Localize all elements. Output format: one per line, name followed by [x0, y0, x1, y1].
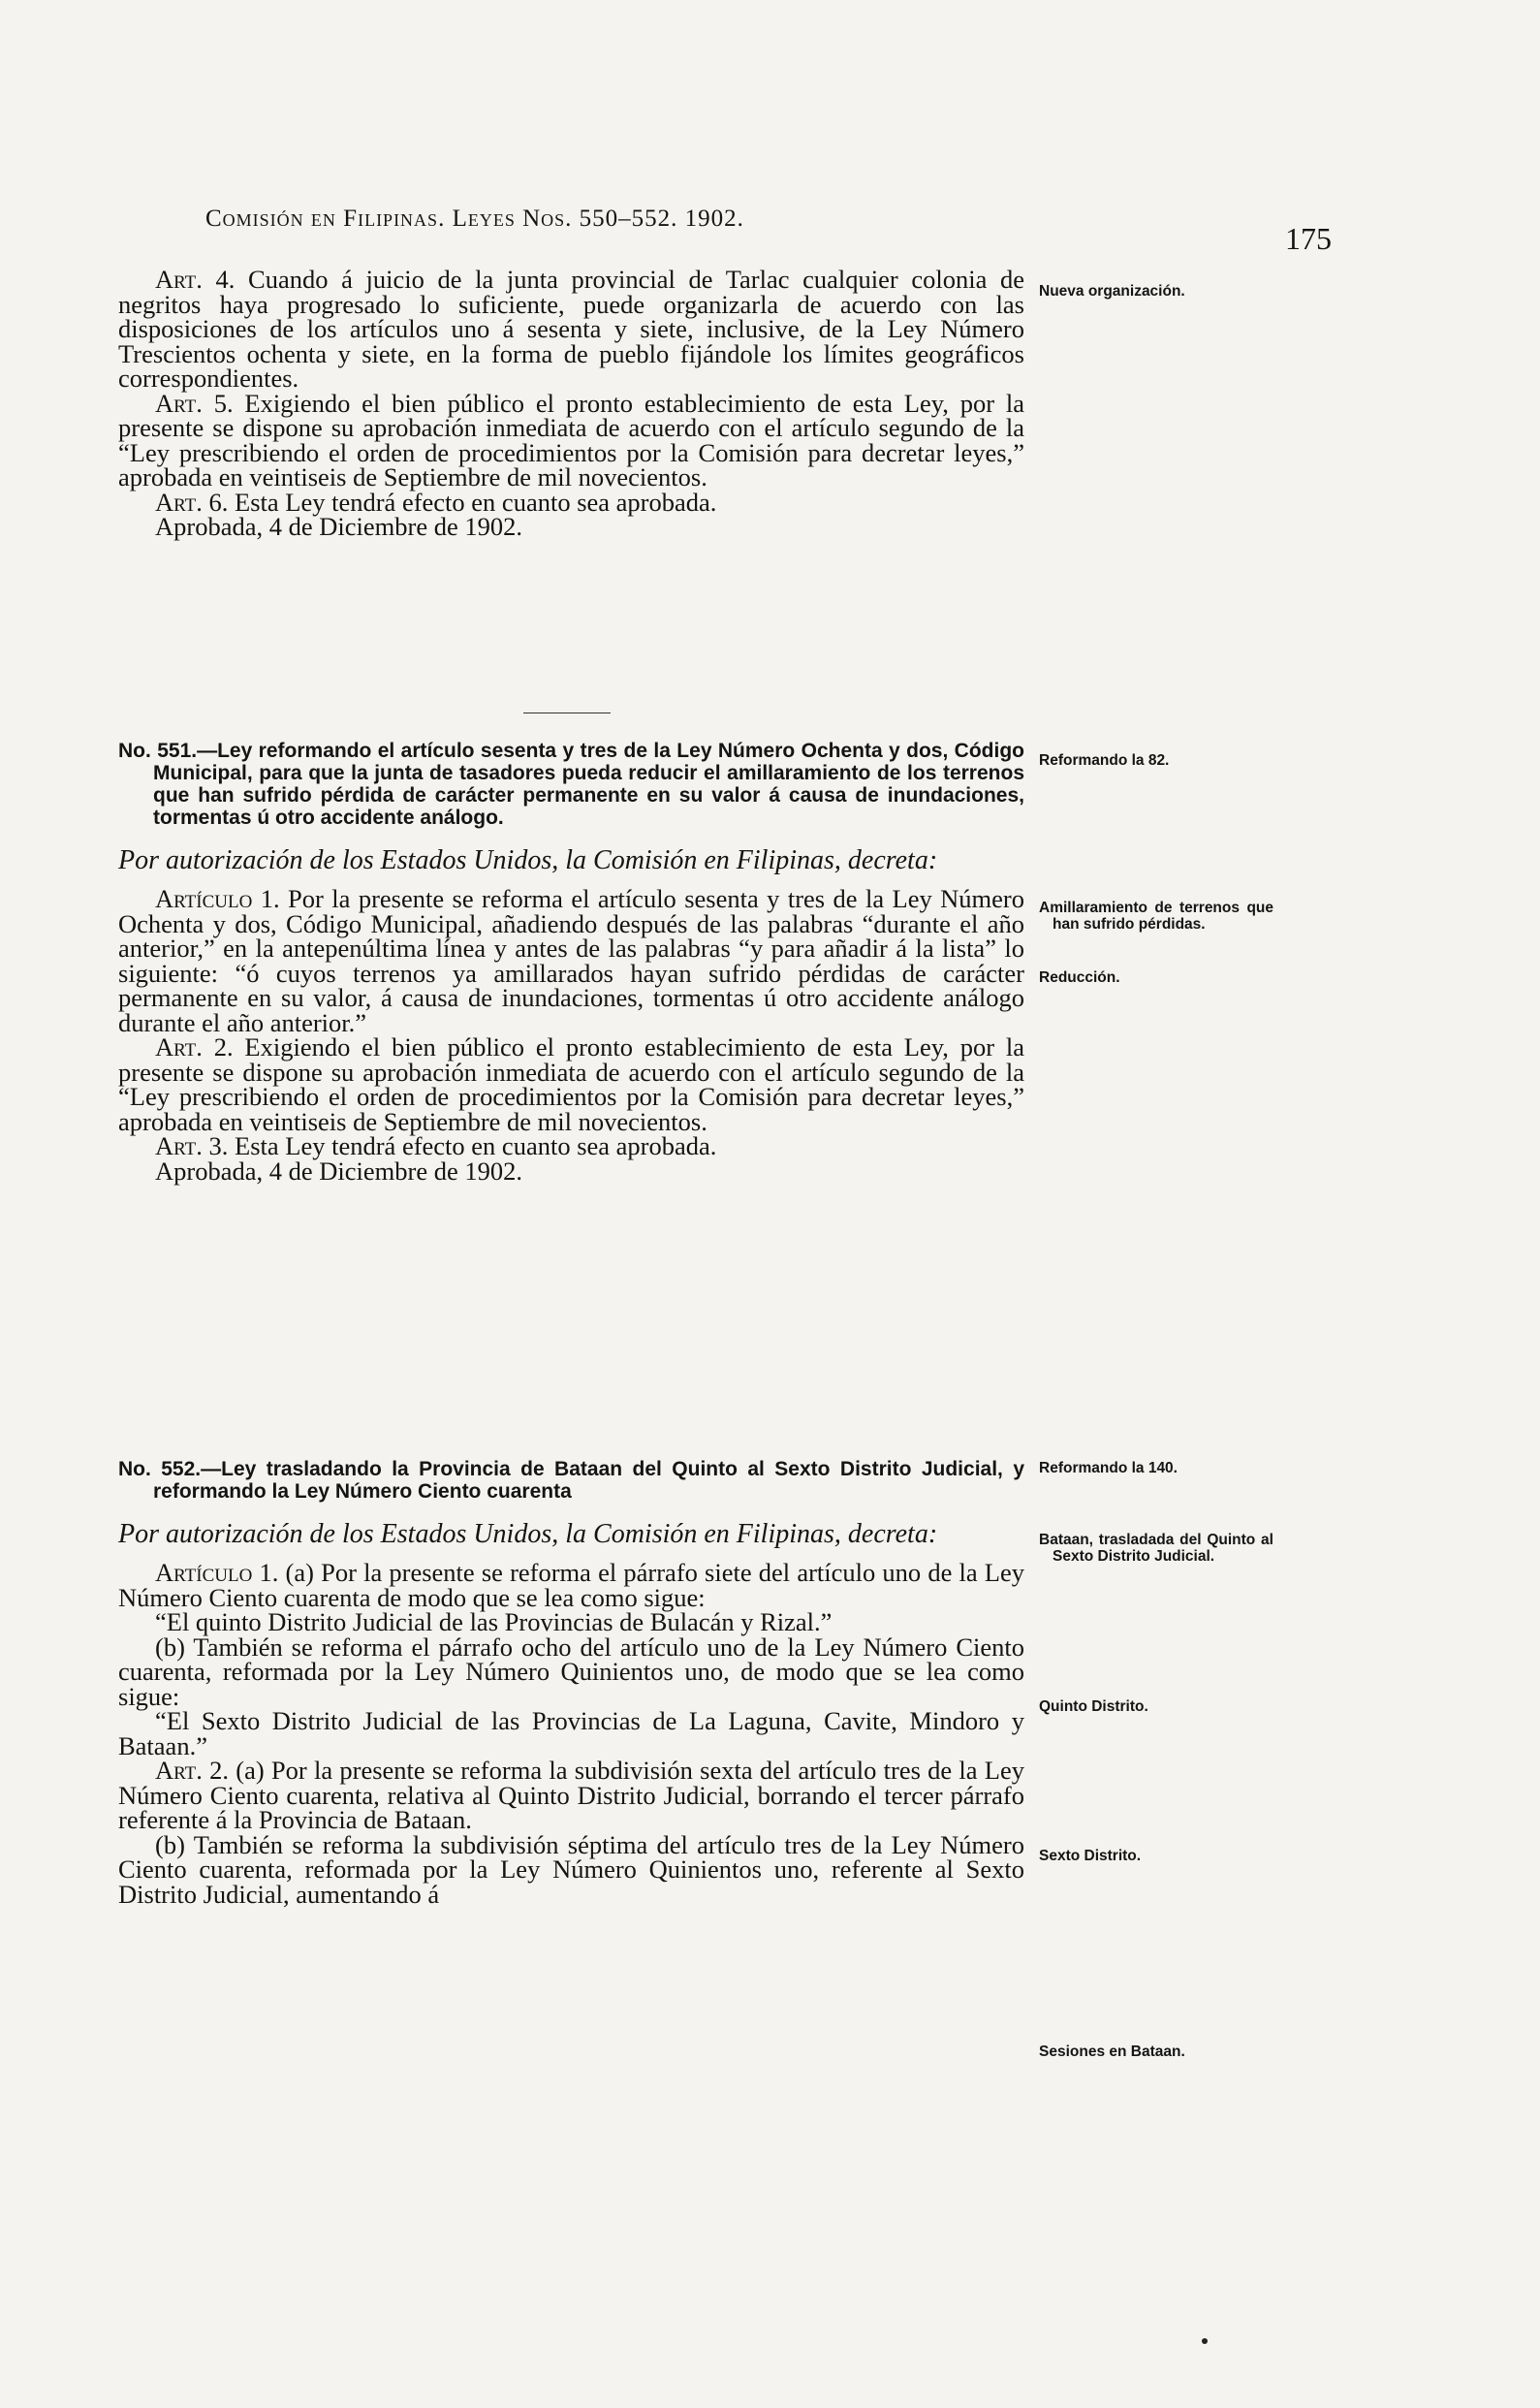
approval-date: Aprobada, 4 de Diciembre de 1902. [155, 512, 522, 541]
law-551-article-3: Art. 3. Esta Ley tendrá efecto en cuanto sea aprobada. [155, 1131, 717, 1160]
law-551-article-2: Art. 2. Exigiendo el bien público el pronto establecimiento de esta Ley, por la presente se dispone su aprobación inmediata de acuerdo con el artículo segundo de la “Ley prescribiendo el orden de procedimientos por la Comisión para decretar leyes,” aprobada en veintiseis de Septiembre de mil novecientos. [118, 1032, 1024, 1136]
margin-note-bataan-trasladada: Bataan, trasladada del Quinto al Sexto Distrito Judicial. [1039, 1532, 1273, 1565]
law-552-quote-1: “El quinto Distrito Judicial de las Provincias de Bulacán y Rizal.” [155, 1607, 833, 1636]
margin-note-nueva-organizacion: Nueva organización. [1039, 283, 1185, 300]
law-552 [118, 1458, 1024, 1907]
law-551 [118, 740, 1024, 1184]
law-551-approval-date: Aprobada, 4 de Diciembre de 1902. [155, 1156, 522, 1186]
article-5: Art. 5. Exigiendo el bien público el pronto establecimiento de esta Ley, por la presente se dispone su aprobación inmediata de acuerdo con el artículo segundo de la “Ley prescribiendo el orden de procedimientos por la Comisión para decretar leyes,” aprobada en veintiseis de Septiembre de mil novecientos. [118, 388, 1024, 491]
margin-note-reformando-82: Reformando la 82. [1039, 752, 1170, 769]
law-552-quote-2: “El Sexto Distrito Judicial de las Provincias de La Laguna, Cavite, Mindoro y Bataan.” [118, 1706, 1024, 1760]
page-number: 175 [1285, 221, 1332, 256]
law-552-article-2b: (b) También se reforma la subdivisión séptima del artículo tres de la Ley Número Ciento cuarenta, reformada por la Ley Número Quinientos uno, referente al Sexto Distrito Judicial, aumentando á [118, 1829, 1024, 1909]
margin-note-reduccion: Reducción. [1039, 969, 1120, 986]
law-551-enacting-clause: Por autorización de los Estados Unidos, la Comisión en Filipinas, decreta: [118, 845, 938, 875]
margin-note-reformando-140: Reformando la 140. [1039, 1460, 1178, 1476]
article-4: Art. 4. Cuando á juicio de la junta provincial de Tarlac cualquier colonia de negritos haya progresado lo suficiente, puede organizarla de acuerdo con las disposiciones de los artículos uno á sesenta y siete, inclusive, de la Ley Número Trescientos ochenta y siete, en la forma de pueblo fijándole los límites geográficos correspondientes. [118, 265, 1024, 393]
running-header: Comisión en Filipinas. Leyes Nos. 550–552. 1902. [205, 206, 744, 232]
law-551-article-1: Artículo 1. Por la presente se reforma el artículo sesenta y tres de la Ley Número Ochenta y dos, Código Municipal, añadiendo después de las palabras “durante el año anterior,” en la antepenúltima línea y antes de las palabras “y para añadir á la lista” lo siguiente: “ó cuyos terrenos ya amillarados hayan sufrido pérdidas de carácter permanente en su valor, á causa de inundaciones, tormentas ú otro accidente análogo durante el año anterior.” [118, 884, 1024, 1037]
margin-note-sexto-distrito: Sexto Distrito. [1039, 1848, 1142, 1864]
margin-note-sesiones-bataan: Sesiones en Bataan. [1039, 2044, 1185, 2060]
article-6: Art. 6. Esta Ley tendrá efecto en cuanto sea aprobada. [155, 487, 717, 517]
margin-note-quinto-distrito: Quinto Distrito. [1039, 1698, 1148, 1715]
page-speck [1202, 2338, 1208, 2344]
law-552-enacting-clause: Por autorización de los Estados Unidos, la Comisión en Filipinas, decreta: [118, 1519, 938, 1549]
law-552-article-2: Art. 2. (a) Por la presente se reforma la subdivisión sexta del artículo tres de la Ley Número Ciento cuarenta, relativa al Quinto Distrito Judicial, borrando el tercer párrafo referente á la Provincia de Bataan. [118, 1756, 1025, 1834]
law-552-article-1: Artículo 1. (a) Por la presente se reforma el párrafo siete del artículo uno de la Ley Número Ciento cuarenta de modo que se lea como sigue: [118, 1558, 1025, 1612]
law-550-tail [118, 265, 1024, 541]
law-551-heading: No. 551.—Ley reformando el artículo sesenta y tres de la Ley Número Ochenta y dos, Código Municipal, para que la junta de tasadores pueda reducir el amillaramiento de los terrenos que han sufrido pérdida de carácter permanente en su valor á causa de inundaciones, tormentas ú otro accidente análogo. [118, 740, 1024, 829]
law-552-article-1b: (b) También se reforma el párrafo ocho del artículo uno de la Ley Número Ciento cuarenta, reformada por la Ley Número Quinientos uno, de modo que se lea como sigue: [118, 1632, 1024, 1711]
law-552-heading: No. 552.—Ley trasladando la Provincia de Bataan del Quinto al Sexto Distrito Judicial, y reformando la Ley Número Ciento cuarenta [118, 1458, 1024, 1503]
margin-note-amillaramiento: Amillaramiento de terrenos que han sufrido pérdidas. [1039, 900, 1273, 933]
